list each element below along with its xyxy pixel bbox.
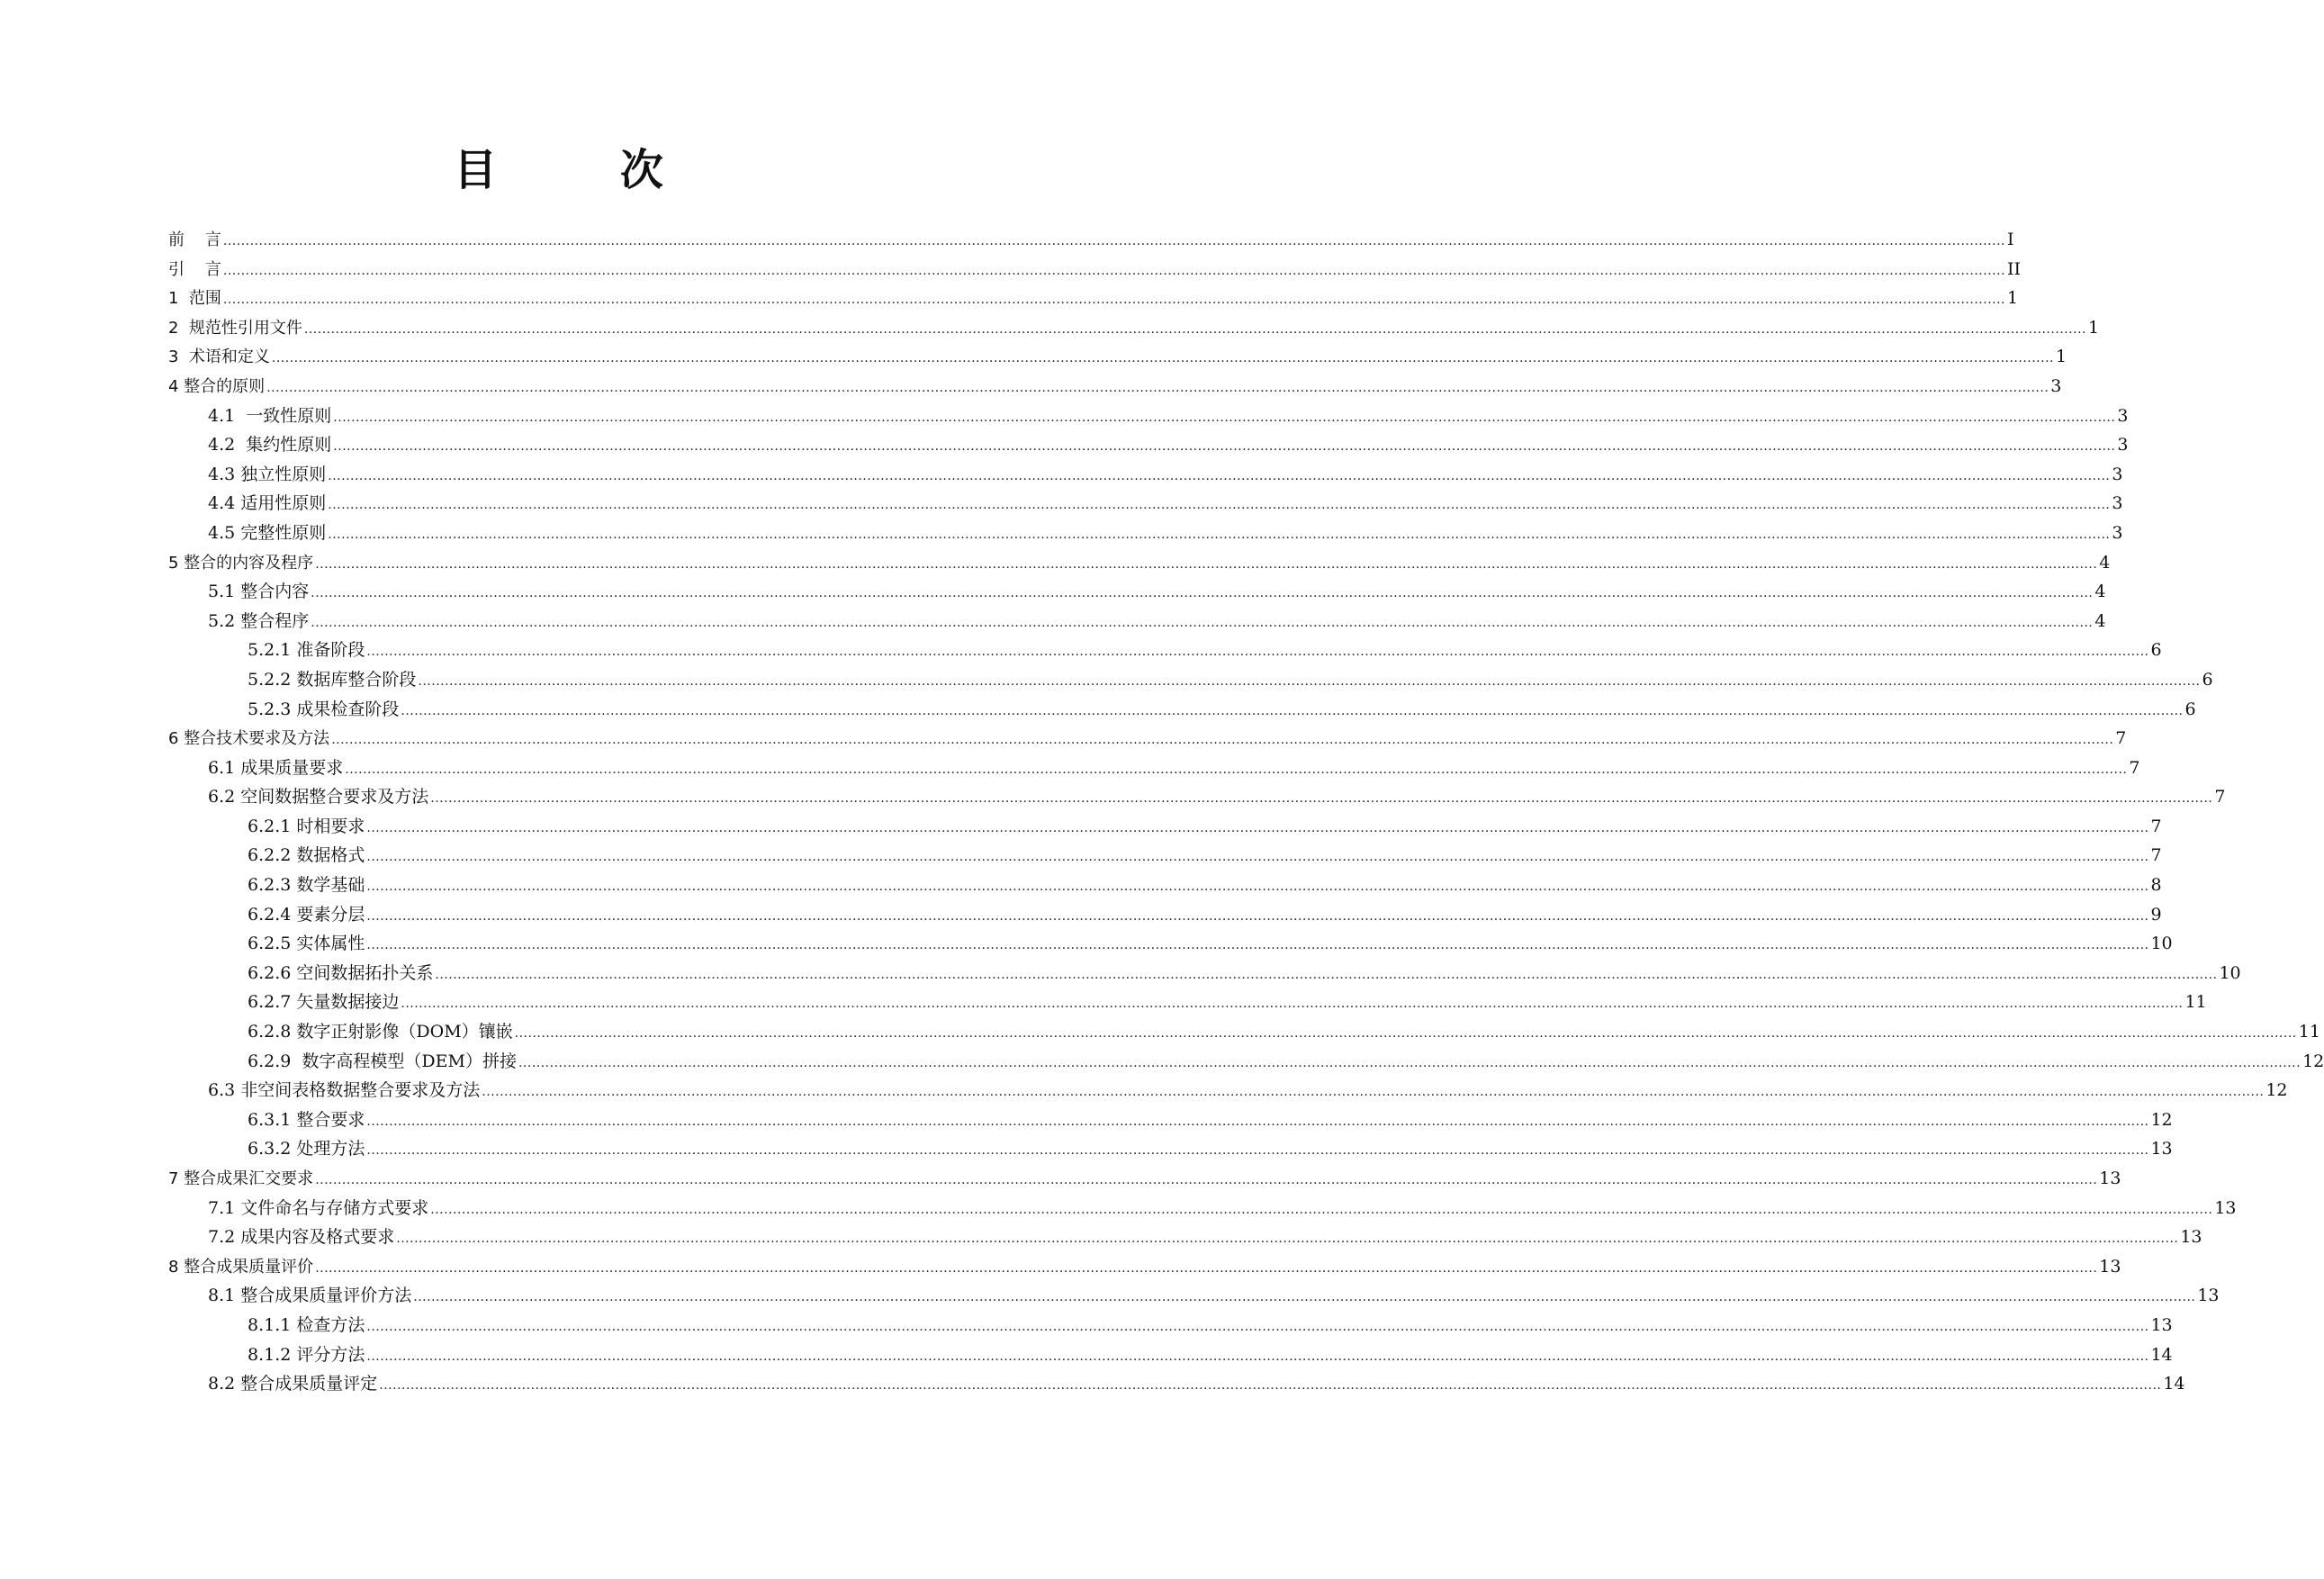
toc-entry[interactable] <box>168 342 2067 372</box>
toc-dot-leader: ................................................................................................................................................................................................................................................................................................................................................................................................................ <box>328 498 2111 513</box>
toc-entry-page-number: 7 <box>2214 787 2226 808</box>
toc-entry-page-number: 12 <box>2265 1080 2288 1101</box>
toc-entry-label: 6 整合技术要求及方法 <box>168 729 330 749</box>
toc-entry-label: 2 规范性引用文件 <box>168 318 302 338</box>
toc-entry-label: 1 范围 <box>168 289 221 309</box>
toc-dot-leader: ................................................................................................................................................................................................................................................................................................................................................................................................................ <box>328 527 2111 542</box>
toc-dot-leader: ................................................................................................................................................................................................................................................................................................................................................................................................................ <box>430 791 2213 807</box>
toc-entry-label: 6.2.5 实体属性 <box>248 934 365 954</box>
toc-entry[interactable] <box>168 489 2123 519</box>
toc-dot-leader: ................................................................................................................................................................................................................................................................................................................................................................................................................ <box>222 293 2005 308</box>
toc-entry-page-number: 13 <box>2099 1168 2121 1188</box>
toc-dot-leader: ................................................................................................................................................................................................................................................................................................................................................................................................................ <box>311 586 2094 601</box>
toc-dot-leader: ................................................................................................................................................................................................................................................................................................................................................................................................................ <box>366 1319 2149 1334</box>
toc-entry[interactable] <box>168 1105 2173 1135</box>
toc-entry[interactable] <box>168 959 2241 988</box>
toc-dot-leader: ................................................................................................................................................................................................................................................................................................................................................................................................................ <box>333 410 2116 425</box>
toc-entry-label: 4.1 一致性原则 <box>208 405 332 426</box>
toc-dot-leader: ................................................................................................................................................................................................................................................................................................................................................................................................................ <box>345 762 2128 777</box>
toc-entry[interactable] <box>168 1017 2320 1047</box>
toc-entry-label: 引 言 <box>168 259 221 279</box>
toc-dot-leader: ................................................................................................................................................................................................................................................................................................................................................................................................................ <box>366 880 2149 895</box>
page-title: 目 次 <box>454 145 717 195</box>
toc-entry-page-number: 4 <box>2099 552 2111 573</box>
toc-entry[interactable] <box>168 577 2106 607</box>
toc-entry-label: 5.2.2 数据库整合阶段 <box>248 669 417 690</box>
toc-entry-label: 6.3.1 整合要求 <box>248 1109 365 1130</box>
toc-entry-label: 8.1.1 检查方法 <box>248 1314 365 1335</box>
toc-entry-page-number: 9 <box>2150 904 2162 925</box>
toc-dot-leader: ................................................................................................................................................................................................................................................................................................................................................................................................................ <box>366 820 2149 835</box>
toc-entry[interactable] <box>168 607 2106 636</box>
toc-dot-leader: ................................................................................................................................................................................................................................................................................................................................................................................................................ <box>366 1349 2149 1364</box>
toc-entry[interactable] <box>168 1311 2173 1340</box>
toc-entry-page-number: 3 <box>2050 375 2062 396</box>
toc-entry-page-number: 13 <box>2180 1227 2202 1248</box>
toc-entry[interactable] <box>168 255 2021 284</box>
toc-entry-page-number: 1 <box>2006 288 2019 309</box>
toc-entry[interactable] <box>168 871 2162 900</box>
toc-entry-page-number: 6 <box>2184 699 2196 719</box>
toc-entry-label: 4.5 完整性原则 <box>208 522 327 543</box>
toc-entry[interactable] <box>168 929 2173 959</box>
toc-entry-label: 6.2.8 数字正射影像（DOM）镶嵌 <box>248 1022 513 1042</box>
toc-entry[interactable] <box>168 695 2196 725</box>
toc-entry-label: 5.2 整合程序 <box>208 610 310 631</box>
toc-dot-leader: ................................................................................................................................................................................................................................................................................................................................................................................................................ <box>315 556 2098 572</box>
toc-entry-page-number: 10 <box>2219 962 2241 983</box>
toc-dot-leader: ................................................................................................................................................................................................................................................................................................................................................................................................................ <box>222 263 2005 278</box>
toc-entry-page-number: 3 <box>2117 435 2129 456</box>
toc-entry-label: 6.2.3 数学基础 <box>248 875 365 896</box>
toc-entry-label: 4.2 集约性原则 <box>208 435 332 456</box>
toc-entry-label: 3 术语和定义 <box>168 347 270 367</box>
toc-entry[interactable] <box>168 548 2111 578</box>
toc-entry-label: 6.1 成果质量要求 <box>208 757 344 778</box>
toc-dot-leader: ................................................................................................................................................................................................................................................................................................................................................................................................................ <box>366 908 2149 924</box>
toc-entry-page-number: 11 <box>2184 992 2207 1013</box>
toc-dot-leader: ................................................................................................................................................................................................................................................................................................................................................................................................................ <box>271 351 2054 366</box>
toc-entry[interactable] <box>168 900 2162 930</box>
toc-entry-label: 6.3 非空间表格数据整合要求及方法 <box>208 1080 481 1101</box>
toc-entry-page-number: 8 <box>2150 875 2162 896</box>
toc-dot-leader: ................................................................................................................................................................................................................................................................................................................................................................................................................ <box>331 733 2114 748</box>
toc-entry-page-number: I <box>2006 230 2014 249</box>
toc-entry-page-number: 11 <box>2298 1022 2320 1042</box>
toc-entry-page-number: 10 <box>2150 934 2173 954</box>
toc-dot-leader: ................................................................................................................................................................................................................................................................................................................................................................................................................ <box>328 468 2111 483</box>
toc-entry-page-number: 7 <box>2129 757 2140 778</box>
toc-dot-leader: ................................................................................................................................................................................................................................................................................................................................................................................................................ <box>311 615 2094 630</box>
toc-entry-page-number: 13 <box>2150 1139 2173 1159</box>
toc-entry-page-number: 1 <box>2087 317 2100 338</box>
toc-entry[interactable] <box>168 841 2162 871</box>
toc-entry-label: 4.3 独立性原则 <box>208 464 327 484</box>
toc-entry[interactable] <box>168 988 2207 1017</box>
toc-entry-label: 6.2 空间数据整合要求及方法 <box>208 787 429 808</box>
toc-dot-leader: ................................................................................................................................................................................................................................................................................................................................................................................................................ <box>430 1202 2213 1217</box>
toc-dot-leader: ................................................................................................................................................................................................................................................................................................................................................................................................................ <box>333 439 2116 455</box>
toc-entry[interactable] <box>168 724 2127 753</box>
toc-dot-leader: ................................................................................................................................................................................................................................................................................................................................................................................................................ <box>413 1290 2196 1305</box>
table-of-contents <box>168 225 2324 1399</box>
toc-entry-page-number: 6 <box>2150 640 2162 661</box>
toc-entry-label: 前 言 <box>168 230 221 249</box>
toc-entry[interactable] <box>168 665 2213 695</box>
toc-dot-leader: ................................................................................................................................................................................................................................................................................................................................................................................................................ <box>366 938 2149 953</box>
toc-entry-page-number: 3 <box>2112 464 2123 484</box>
toc-entry[interactable] <box>168 1223 2202 1252</box>
toc-dot-leader: ................................................................................................................................................................................................................................................................................................................................................................................................................ <box>366 1114 2149 1129</box>
toc-entry-page-number: 13 <box>2099 1256 2121 1277</box>
toc-entry-label: 8.2 整合成果质量评定 <box>208 1374 378 1394</box>
toc-entry-label: 7.1 文件命名与存储方式要求 <box>208 1197 429 1218</box>
toc-entry[interactable] <box>168 430 2129 460</box>
toc-dot-leader: ................................................................................................................................................................................................................................................................................................................................................................................................................ <box>418 673 2201 689</box>
toc-dot-leader: ................................................................................................................................................................................................................................................................................................................................................................................................................ <box>366 645 2149 660</box>
toc-entry[interactable] <box>168 284 2019 313</box>
toc-entry-page-number: 14 <box>2150 1344 2173 1365</box>
toc-entry-page-number: 4 <box>2094 610 2106 631</box>
toc-dot-leader: ................................................................................................................................................................................................................................................................................................................................................................................................................ <box>303 321 2086 337</box>
toc-entry[interactable] <box>168 402 2129 431</box>
toc-entry-page-number: 7 <box>2150 816 2162 836</box>
toc-entry-page-number: 7 <box>2150 845 2162 866</box>
toc-dot-leader: ................................................................................................................................................................................................................................................................................................................................................................................................................ <box>366 1143 2149 1159</box>
toc-entry-label: 7 整合成果汇交要求 <box>168 1169 314 1188</box>
toc-entry-label: 6.2.2 数据格式 <box>248 845 365 866</box>
toc-entry[interactable] <box>168 1134 2173 1164</box>
toc-entry-label: 5.1 整合内容 <box>208 582 310 602</box>
toc-dot-leader: ................................................................................................................................................................................................................................................................................................................................................................................................................ <box>435 967 2218 982</box>
toc-entry-label: 6.2.4 要素分层 <box>248 904 365 925</box>
toc-dot-leader: ................................................................................................................................................................................................................................................................................................................................................................................................................ <box>401 997 2184 1012</box>
toc-entry-page-number: 13 <box>2214 1197 2237 1218</box>
toc-entry-page-number: 3 <box>2117 405 2129 426</box>
toc-entry-page-number: II <box>2006 258 2021 279</box>
toc-entry-label: 8.1.2 评分方法 <box>248 1344 365 1365</box>
toc-entry[interactable] <box>168 753 2140 783</box>
toc-dot-leader: ................................................................................................................................................................................................................................................................................................................................................................................................................ <box>266 380 2049 395</box>
toc-entry[interactable] <box>168 1252 2121 1282</box>
toc-entry[interactable] <box>168 519 2123 548</box>
toc-dot-leader: ................................................................................................................................................................................................................................................................................................................................................................................................................ <box>222 234 2005 248</box>
toc-entry-label: 6.2.6 空间数据拓扑关系 <box>248 962 434 983</box>
toc-dot-leader: ................................................................................................................................................................................................................................................................................................................................................................................................................ <box>396 1232 2179 1247</box>
toc-entry-label: 5.2.1 准备阶段 <box>248 640 365 661</box>
toc-entry-label: 8.1 整合成果质量评价方法 <box>208 1286 412 1306</box>
toc-entry-label: 5 整合的内容及程序 <box>168 553 314 573</box>
toc-entry[interactable] <box>168 372 2062 402</box>
toc-entry[interactable] <box>168 1340 2173 1370</box>
toc-entry-page-number: 1 <box>2055 347 2067 367</box>
toc-entry-page-number: 3 <box>2112 522 2123 543</box>
toc-entry-page-number: 13 <box>2197 1286 2220 1306</box>
toc-entry-label: 6.3.2 处理方法 <box>248 1139 365 1159</box>
toc-entry-label: 6.2.1 时相要求 <box>248 816 365 836</box>
toc-dot-leader: ................................................................................................................................................................................................................................................................................................................................................................................................................ <box>401 703 2184 718</box>
toc-entry[interactable] <box>168 1076 2288 1105</box>
toc-entry-label: 4.4 适用性原则 <box>208 493 327 514</box>
toc-entry[interactable] <box>168 1164 2121 1194</box>
toc-entry-page-number: 13 <box>2150 1314 2173 1335</box>
toc-entry-page-number: 7 <box>2115 728 2127 749</box>
toc-entry[interactable] <box>168 782 2226 812</box>
toc-dot-leader: ................................................................................................................................................................................................................................................................................................................................................................................................................ <box>379 1378 2162 1394</box>
toc-entry-label: 6.2.7 矢量数据接边 <box>248 992 400 1013</box>
toc-entry-page-number: 12 <box>2150 1109 2173 1130</box>
toc-dot-leader: ................................................................................................................................................................................................................................................................................................................................................................................................................ <box>315 1173 2098 1187</box>
toc-dot-leader: ................................................................................................................................................................................................................................................................................................................................................................................................................ <box>315 1260 2098 1276</box>
toc-entry-label: 8 整合成果质量评价 <box>168 1257 314 1277</box>
toc-entry-page-number: 12 <box>2302 1051 2324 1071</box>
toc-dot-leader: ................................................................................................................................................................................................................................................................................................................................................................................................................ <box>518 1055 2301 1070</box>
toc-entry-page-number: 4 <box>2094 582 2106 602</box>
toc-entry-page-number: 14 <box>2163 1374 2185 1394</box>
toc-entry[interactable] <box>168 636 2162 665</box>
toc-entry[interactable] <box>168 1369 2185 1399</box>
toc-entry[interactable] <box>168 460 2123 490</box>
toc-entry-page-number: 3 <box>2112 493 2123 514</box>
toc-entry[interactable] <box>168 225 2014 255</box>
toc-dot-leader: ................................................................................................................................................................................................................................................................................................................................................................................................................ <box>482 1085 2265 1100</box>
toc-dot-leader: ................................................................................................................................................................................................................................................................................................................................................................................................................ <box>366 850 2149 865</box>
toc-entry[interactable] <box>168 812 2162 842</box>
toc-entry-page-number: 6 <box>2202 669 2213 690</box>
toc-entry[interactable] <box>168 1047 2324 1077</box>
toc-entry[interactable] <box>168 1281 2220 1311</box>
toc-entry[interactable] <box>168 313 2100 343</box>
toc-entry-label: 7.2 成果内容及格式要求 <box>208 1227 395 1248</box>
toc-entry-label: 6.2.9 数字高程模型（DEM）拼接 <box>248 1051 517 1071</box>
toc-dot-leader: ................................................................................................................................................................................................................................................................................................................................................................................................................ <box>514 1026 2297 1042</box>
toc-entry-label: 4 整合的原则 <box>168 376 266 396</box>
toc-entry[interactable] <box>168 1194 2237 1223</box>
toc-entry-label: 5.2.3 成果检查阶段 <box>248 699 400 719</box>
